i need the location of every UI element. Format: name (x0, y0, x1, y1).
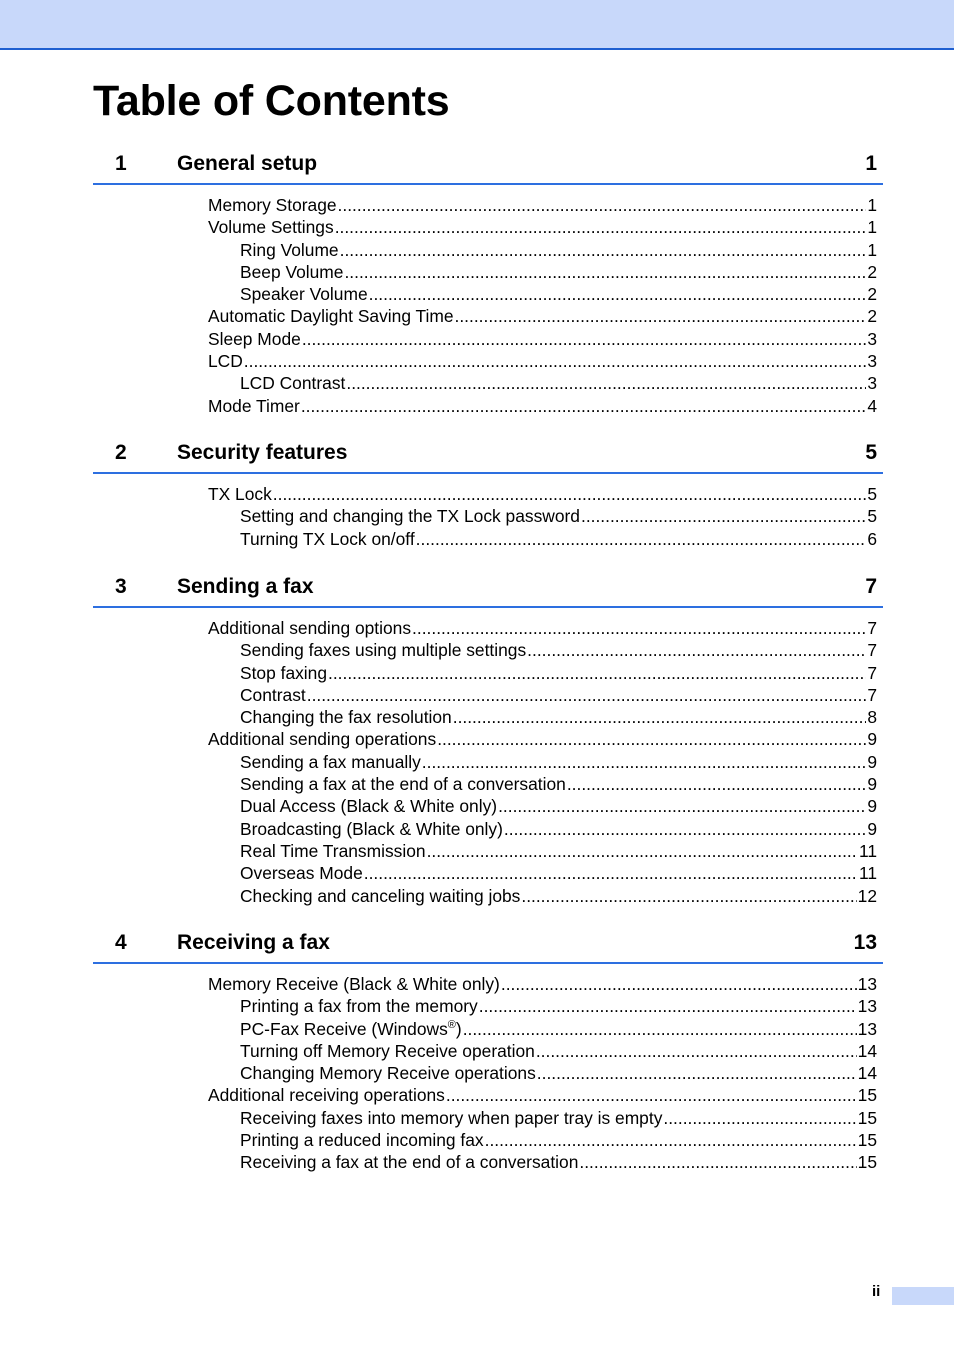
entry-title: Checking and canceling waiting jobs (240, 885, 521, 906)
entry-page: 9 (867, 818, 877, 839)
entry-page: 14 (857, 1063, 877, 1084)
dot-leader (479, 995, 857, 1017)
dot-leader (335, 216, 867, 238)
entry-title: Changing the fax resolution (240, 707, 452, 728)
entry-title: Overseas Mode (240, 863, 363, 884)
toc-entry[interactable] (208, 728, 883, 750)
toc-entry[interactable] (208, 973, 883, 995)
chapter-page: 1 (865, 152, 877, 175)
dot-leader (427, 840, 858, 862)
toc-entry[interactable] (240, 1107, 883, 1129)
entry-title: Additional receiving operations (208, 1085, 445, 1106)
toc-entry[interactable] (208, 395, 883, 417)
entry-page: 4 (867, 395, 877, 416)
entry-title: Sending faxes using multiple settings (240, 640, 527, 661)
entry-title: Ring Volume (240, 239, 339, 260)
chapter-title: General setup (177, 152, 318, 175)
chapter-4 (93, 929, 883, 1174)
dot-leader (567, 773, 867, 795)
dot-leader (302, 328, 867, 350)
dot-leader (663, 1107, 856, 1129)
entry-title-suffix: ) (455, 1018, 462, 1039)
toc-entry[interactable] (208, 194, 883, 216)
toc-entry[interactable] (240, 995, 883, 1017)
chapter-heading[interactable] (93, 439, 883, 474)
toc-entry[interactable] (240, 684, 883, 706)
toc-entry[interactable] (208, 617, 883, 639)
dot-leader (504, 818, 866, 840)
dot-leader (455, 305, 867, 327)
entry-title: Receiving a fax at the end of a conversation (240, 1152, 579, 1173)
entry-page: 15 (857, 1152, 877, 1173)
toc-entry[interactable] (240, 818, 883, 840)
dot-leader (338, 194, 867, 216)
entry-title: Sleep Mode (208, 328, 301, 349)
entry-title: Printing a fax from the memory (240, 996, 478, 1017)
chapter-heading[interactable] (93, 573, 883, 608)
toc-entry[interactable] (240, 261, 883, 283)
toc-entry[interactable] (240, 840, 883, 862)
entry-page: 1 (867, 239, 877, 260)
toc-entry[interactable] (208, 328, 883, 350)
entry-page: 9 (867, 774, 877, 795)
dot-leader (244, 350, 867, 372)
registered-mark: ® (447, 1018, 456, 1031)
dot-leader (422, 751, 867, 773)
chapter-1 (93, 150, 883, 417)
toc-entry[interactable] (208, 1084, 883, 1106)
toc-entry[interactable] (240, 751, 883, 773)
dot-leader (498, 795, 866, 817)
entry-page: 7 (867, 640, 877, 661)
toc-entry[interactable] (240, 283, 883, 305)
entry-title: LCD (208, 351, 243, 372)
entry-page: 7 (867, 684, 877, 705)
dot-leader (463, 1018, 857, 1040)
entry-title: Sending a fax at the end of a conversation (240, 774, 566, 795)
entry-page: 9 (867, 751, 877, 772)
entry-page: 8 (867, 707, 877, 728)
chapter-heading[interactable] (93, 929, 883, 964)
entry-page: 13 (857, 974, 877, 994)
entry-title: Sending a fax manually (240, 751, 421, 772)
dot-leader (346, 372, 866, 394)
dot-leader (453, 706, 867, 728)
entry-page: 13 (857, 1018, 877, 1039)
dot-leader (485, 1129, 857, 1151)
dot-leader (328, 662, 866, 684)
dot-leader (536, 1040, 857, 1062)
entry-page: 2 (867, 261, 877, 282)
toc-entry[interactable] (240, 706, 883, 728)
entry-title: Turning off Memory Receive operation (240, 1040, 535, 1061)
toc-entry[interactable] (240, 528, 883, 550)
entry-page: 3 (867, 328, 877, 349)
dot-leader (344, 261, 866, 283)
page-number: ii (872, 1283, 881, 1300)
entry-page: 1 (867, 217, 877, 238)
toc-entry[interactable] (208, 483, 883, 505)
toc-entry[interactable] (240, 773, 883, 795)
chapter-page: 13 (853, 931, 877, 954)
entry-title: Beep Volume (240, 261, 344, 282)
entry-title: Contrast (240, 684, 306, 705)
dot-leader (364, 862, 858, 884)
entry-page: 7 (867, 662, 877, 683)
entry-title-text: PC-Fax Receive (Windows (240, 1018, 448, 1039)
entry-page: 3 (867, 351, 877, 372)
entry-page: 15 (857, 1130, 877, 1151)
entry-title: Turning TX Lock on/off (240, 528, 415, 549)
entry-page: 2 (867, 284, 877, 305)
chapter-title: Sending a fax (177, 575, 314, 598)
toc-entry[interactable] (240, 1129, 883, 1151)
toc-entry[interactable] (240, 1040, 883, 1062)
chapter-number: 3 (115, 575, 127, 598)
entry-page: 12 (857, 885, 877, 906)
toc-entry[interactable] (240, 1018, 883, 1040)
header-band (0, 0, 954, 50)
dot-leader (437, 728, 866, 750)
entry-page: 9 (867, 729, 877, 750)
toc-entry[interactable] (208, 305, 883, 327)
footer-tab (892, 1287, 954, 1305)
entry-page: 2 (867, 306, 877, 327)
entry-page: 5 (867, 484, 877, 504)
dot-leader (521, 885, 856, 907)
dot-leader (273, 483, 867, 505)
entry-title: Memory Storage (208, 195, 337, 215)
entry-title: Dual Access (Black & White only) (240, 796, 498, 817)
entry-title: Stop faxing (240, 662, 328, 683)
entry-title: Speaker Volume (240, 284, 368, 305)
toc-entry[interactable] (208, 350, 883, 372)
entry-page: 9 (867, 796, 877, 817)
entry-title: Setting and changing the TX Lock password (240, 506, 580, 527)
entry-title: Real Time Transmission (240, 840, 426, 861)
entry-page: 15 (857, 1085, 877, 1106)
chapter-heading[interactable] (93, 150, 883, 185)
entry-page: 14 (857, 1040, 877, 1061)
dot-leader (416, 528, 867, 550)
dot-leader (340, 239, 867, 261)
entry-title: Additional sending options (208, 618, 412, 638)
chapter-number: 1 (115, 152, 127, 175)
entry-page: 11 (858, 863, 877, 884)
dot-leader (301, 395, 867, 417)
chapter-number: 2 (115, 441, 127, 464)
toc-entry[interactable] (240, 239, 883, 261)
entry-page: 7 (867, 618, 877, 638)
dot-leader (581, 505, 866, 527)
entry-page: 1 (867, 195, 877, 215)
entry-title: Receiving faxes into memory when paper tray is empty (240, 1107, 663, 1128)
entry-page: 6 (867, 528, 877, 549)
toc-entry[interactable] (240, 505, 883, 527)
dot-leader (527, 639, 866, 661)
dot-leader (307, 684, 867, 706)
entry-page: 3 (867, 373, 877, 394)
entry-title: Automatic Daylight Saving Time (208, 306, 454, 327)
toc-entry[interactable] (240, 372, 883, 394)
toc-entry[interactable] (240, 1062, 883, 1084)
entry-page: 13 (857, 996, 877, 1017)
entry-title: Volume Settings (208, 217, 334, 238)
toc-entry[interactable] (240, 1151, 883, 1173)
entry-title: TX Lock (208, 484, 272, 504)
entry-title: Changing Memory Receive operations (240, 1063, 536, 1084)
dot-leader (537, 1062, 857, 1084)
dot-leader (446, 1084, 857, 1106)
chapter-2 (93, 439, 883, 550)
toc-entry[interactable] (240, 639, 883, 661)
toc-entry[interactable] (240, 862, 883, 884)
entry-title: LCD Contrast (240, 373, 346, 394)
entry-page: 5 (867, 506, 877, 527)
entry-page: 11 (858, 840, 877, 861)
entry-page: 15 (857, 1107, 877, 1128)
chapter-title: Security features (177, 441, 348, 464)
chapter-3 (93, 573, 883, 907)
dot-leader (369, 283, 867, 305)
page-title: Table of Contents (93, 77, 450, 125)
entry-title: Memory Receive (Black & White only) (208, 974, 500, 994)
toc-entry[interactable] (240, 885, 883, 907)
toc-entry[interactable] (240, 662, 883, 684)
entry-title: Printing a reduced incoming fax (240, 1130, 484, 1151)
chapter-page: 5 (865, 441, 877, 464)
toc-entry[interactable] (208, 216, 883, 238)
entry-title: Broadcasting (Black & White only) (240, 818, 503, 839)
entry-title: Mode Timer (208, 395, 300, 416)
entry-title (240, 1018, 462, 1040)
toc-entry[interactable] (240, 795, 883, 817)
chapter-page: 7 (865, 575, 877, 598)
chapter-title: Receiving a fax (177, 931, 330, 954)
dot-leader (412, 617, 866, 639)
dot-leader (501, 973, 857, 995)
dot-leader (579, 1151, 856, 1173)
chapter-number: 4 (115, 931, 127, 954)
entry-title: Additional sending operations (208, 729, 437, 750)
